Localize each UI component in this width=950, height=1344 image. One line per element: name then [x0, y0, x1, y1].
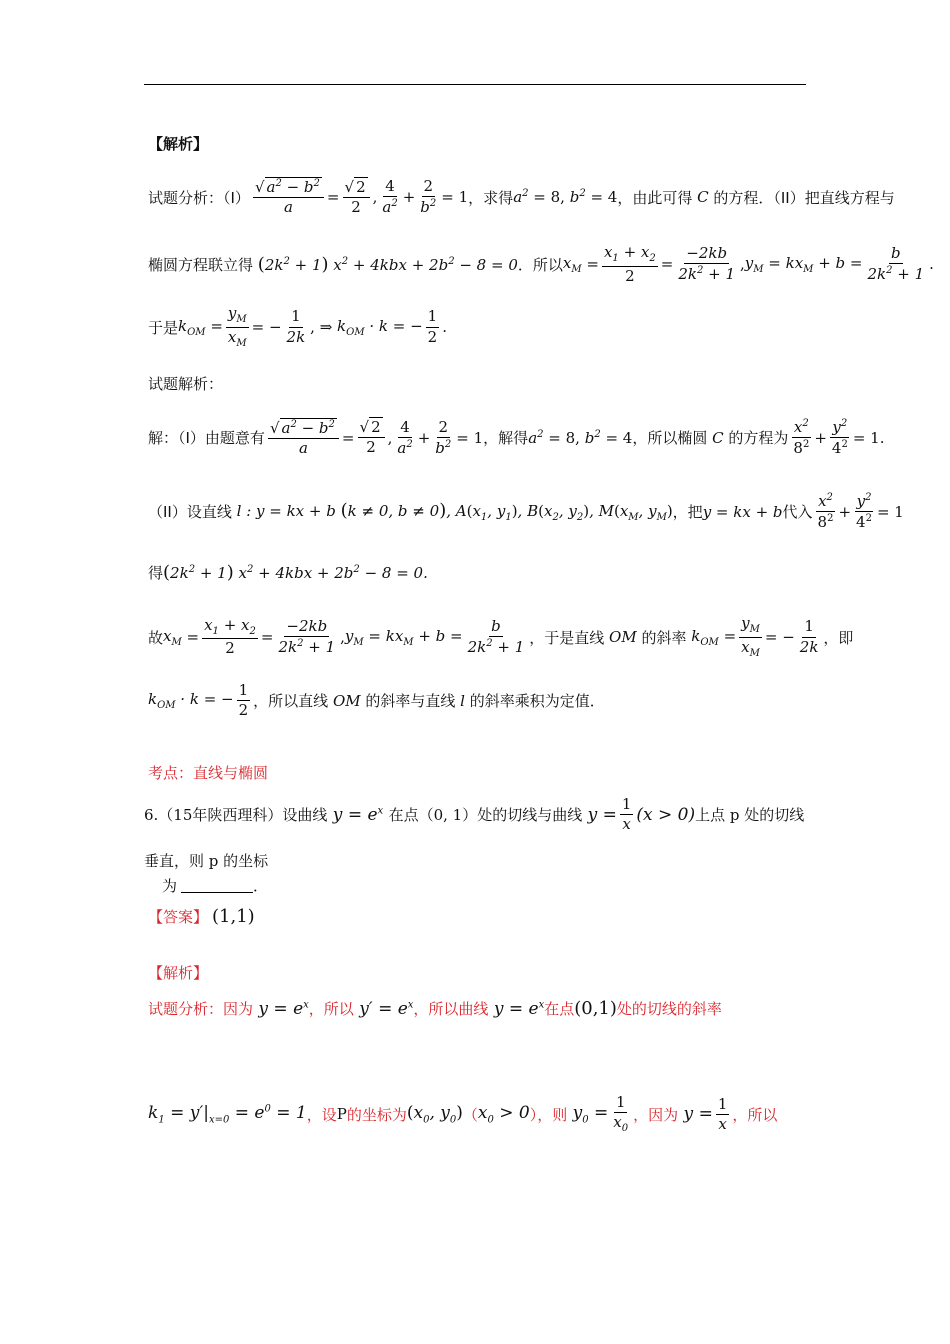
solution-line-4: 故 $x_M$ = $\frac{x_1 + x_2}{2}$ = $\frac{-2kb}{2k^2 + 1}$ , $y_M = kx_M + b$ = $\frac{b}{2k^2 + 1}$ ，于是直线 OM 的斜率 $k_{OM}$ = $\frac{y_M}{x_M}$ = − $\frac{1}{2k}$ ，即 — [148, 614, 854, 659]
question-6-line-1: 6.（15年陕西理科）设曲线 $y = e^x$ 在点（0, 1）处的切线与曲线 y = $\frac{1}{x}$ (x > 0) 上点 p 处的切线 — [144, 795, 805, 834]
q6-analysis-line-1: 试题分析：因为 $y = e^x$ ，所以 $y' = e^x$ ，所以曲线 $y = e^x$ 在点 (0,1) 处的切线的斜率 — [148, 998, 722, 1019]
hint-line-2: 椭圆方程联立得 $(2k^2 + 1) x^2 + 4kbx + 2b^2 - 8 = 0$ ．所以 $x_M$ = $\frac{x_1 + x_2}{2}$ = $\frac{-2kb}{2k^2 + 1}$ , $y_M = kx_M + b$ = $\frac{b}{2k^2 + 1}$ . — [148, 243, 934, 285]
answer-blank — [181, 878, 253, 893]
q6-analysis-line-2: $k_1 = y'|_{x=0} = e^0 = 1$ ，设 P 的坐标为 ($x_0$, $y_0$) （ $x_0 > 0$ ），则 $y_0$ = $\frac{1}{x_0}$ ，因为 y = $\frac{1}{x}$ ，所以 — [148, 1093, 778, 1135]
solution-line-1: 解：（I）由题意有 $\frac{√ a^2 - b^2}{a}$ = $\frac{√ 2}{2}$ , $\frac{4}{a^2}$ + $\frac{2}{b^2}$ = 1 ，解得 $a^2$ = 8, $b^2$ = 4 ，所以椭圆 C 的方程为 $\frac{x^2}{8^2}$ + $\frac{y^2}{4^2}$ = 1. — [148, 417, 885, 458]
q6-analysis-header: 【解析】 — [148, 964, 209, 982]
solution-line-5: $k_{OM} \cdot k$ = − $\frac{1}{2}$ ，所以直线 OM 的斜率与直线 l 的斜率乘积为定值． — [148, 681, 605, 720]
hint-line-3: 于是 $k_{OM}$ = $\frac{y_M}{x_M}$ = − $\frac{1}{2k}$ , ⇒ $k_{OM} \cdot k$ = − $\frac{1}{2}$ . — [148, 304, 447, 349]
header-rule — [144, 84, 806, 85]
kaodian: 考点：直线与椭圆 — [148, 764, 269, 782]
solution-line-2: （II）设直线 l : y = kx + b (k ≠ 0, b ≠ 0), $A(x_1$, $y_1$), $B(x_2$, $y_2$), $M(x_M$, $y_M$) ，把 y = kx + b 代入 $\frac{x^2}{8^2}$ + $\frac{y^2}{4^2}$ = 1 — [148, 492, 904, 532]
solution-label: 试题解析： — [148, 375, 224, 393]
analysis-header: 【解析】 — [148, 135, 209, 153]
solution-line-3: 得 $(2k^2 + 1) x^2 + 4kbx + 2b^2 - 8 = 0$. — [148, 562, 428, 583]
hint-line-1: 试题分析：（I） $\frac{√ a^2 - b^2}{a}$ = $\frac{√ 2}{2}$ , $\frac{4}{a^2}$ + $\frac{2}{b^2}$ = 1 ，求得 $a^2$ = 8, $b^2$ = 4 ，由此可得 C 的方程．（II）把直线方程与 — [148, 177, 895, 217]
fraction: $\frac{√ a^2 - b^2}{a}$ — [253, 178, 324, 217]
answer-line: 【答案】 (1,1) — [148, 906, 255, 927]
question-6-line-2: 垂直，则 p 的坐标 — [144, 852, 269, 870]
question-6-line-3: 为 ． — [162, 877, 269, 895]
